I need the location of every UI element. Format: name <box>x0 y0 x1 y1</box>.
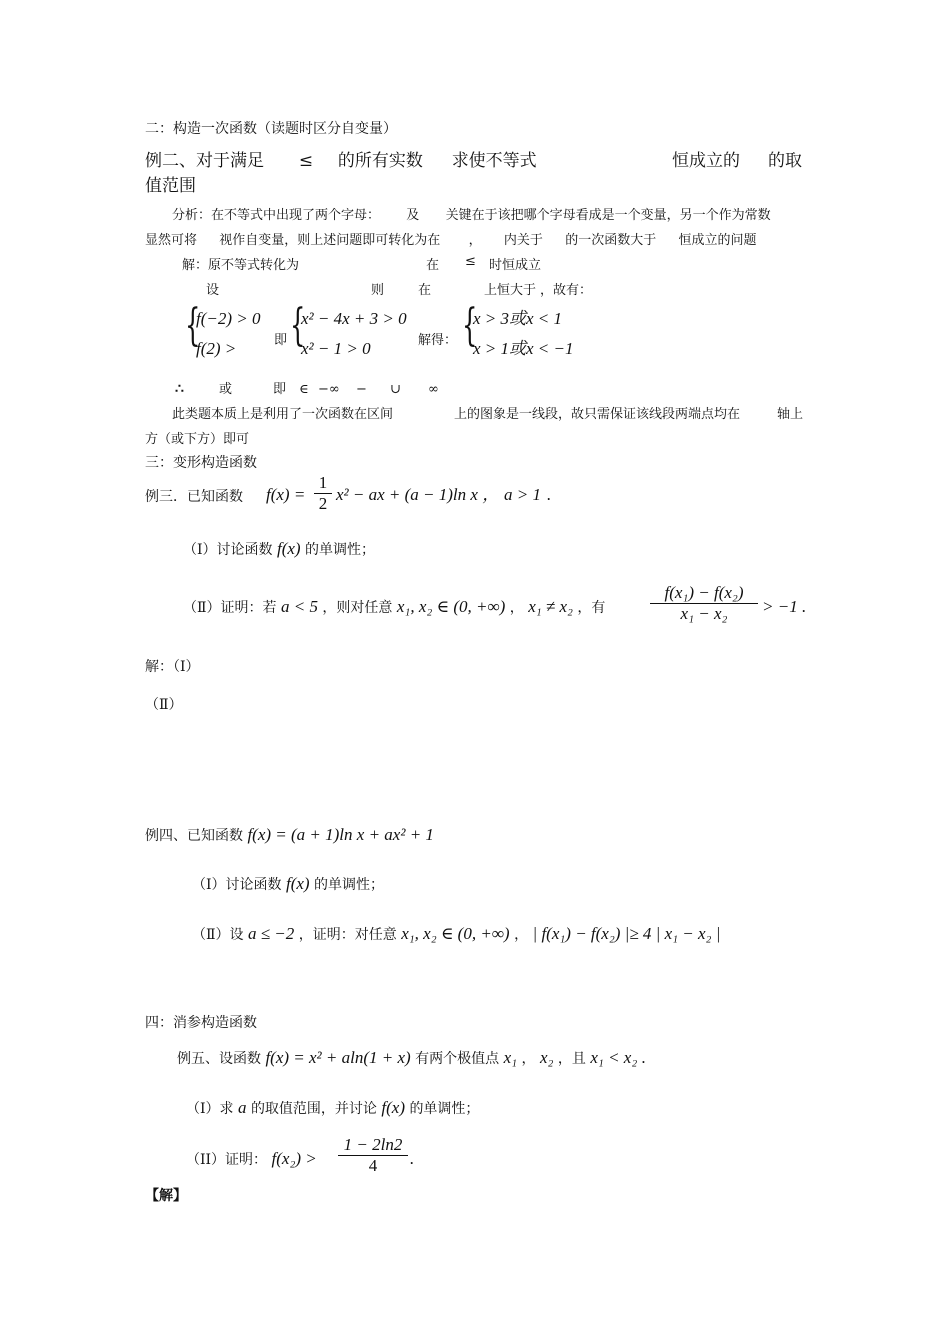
brace-3: { <box>462 300 478 351</box>
solution-leq: ≤ <box>465 254 476 269</box>
set-b: 则 <box>371 283 385 298</box>
ex5-c: ， <box>521 1051 536 1067</box>
solution-a: 解：原不等式转化为 <box>182 258 300 273</box>
system-2-line-1: x² − 4x + 3 > 0 <box>301 309 407 328</box>
analysis-i: 恒成立的问题 <box>678 233 757 248</box>
section-3-heading: 三：变形构造函数 <box>145 455 257 471</box>
analysis-d: 显然可将 <box>145 233 198 248</box>
ex5-part2 <box>186 1150 317 1169</box>
analysis-c: 关键在于该把哪个字母看成是一个变量，另一个作为常数 <box>445 208 771 223</box>
ex5-x1: x₁ <box>503 1048 518 1067</box>
example-3-cond: a > 1 <box>504 485 541 504</box>
ex3-solution-2: （Ⅱ） <box>145 697 183 713</box>
ex4-part1-b: 的单调性； <box>314 877 385 893</box>
ex5-part1-f: f(x) <box>381 1098 405 1117</box>
ex3-part1-b: 的单调性； <box>305 542 376 558</box>
ex2-text-a: 例二、对于满足 <box>145 151 264 171</box>
therefore-ji: 即 <box>273 382 287 397</box>
ex5-part1 <box>186 1099 479 1118</box>
ex4-prefix: 例四、已知函数 <box>145 828 243 844</box>
system-1-line-1: f(−2) > 0 <box>196 309 261 328</box>
therefore-minus: − <box>356 382 367 397</box>
ex4-part2-cond: a ≤ −2 <box>247 924 295 943</box>
ex4-part1 <box>192 875 384 894</box>
ex5-part2-den: 4 <box>338 1155 408 1176</box>
solution-b: 在 <box>426 258 440 273</box>
system-ji: 即 <box>274 333 288 348</box>
ex2-text-b: 的所有实数 <box>337 151 423 171</box>
example-3-rest: x² − ax + (a − 1)ln x ， <box>336 485 500 504</box>
set-c: 在 <box>418 283 432 298</box>
remark-b: 上的图象是一线段，故只需保证该线段两端点均在 <box>454 407 741 422</box>
example-2-line-1 <box>145 150 537 172</box>
ex2-text-d: 恒成立的 <box>672 151 740 171</box>
ex5-part1-c: 的单调性； <box>409 1101 480 1117</box>
ex5-part2-a: （II）证明： <box>186 1152 268 1168</box>
example-3-end: . <box>547 485 552 504</box>
ex3-part2-cond: a < 5 <box>280 597 318 616</box>
set-e: ，故有： <box>540 283 593 298</box>
therefore-cup: ∪ <box>390 382 401 397</box>
ex3-part2-a: （Ⅱ）证明：若 <box>183 600 277 616</box>
system-1-line-2: f(2) > <box>196 339 237 358</box>
section-2-heading: 二：构造一次函数（读题时区分自变量） <box>145 121 397 137</box>
ex3-part2-den: x₁ − x₂ <box>650 603 758 624</box>
ex5-solution: 【解】 <box>145 1188 187 1204</box>
ex5-d: ，且 <box>557 1051 586 1067</box>
ex4-part1-f: f(x) <box>285 874 310 893</box>
ex2-leq: ≤ <box>298 151 314 171</box>
ex2-text-e: 的取 <box>768 151 802 171</box>
ex3-part2-gt: > −1 . <box>762 597 807 616</box>
ex4-part1-a: （Ⅰ）讨论函数 <box>192 877 282 893</box>
ex2-text-f: 值范围 <box>145 176 196 196</box>
ex3-part1 <box>183 540 375 559</box>
ex4-part2-b: ，证明：对任意 <box>298 927 397 943</box>
therefore-or: 或 <box>219 382 233 397</box>
example-3-f: f(x) = <box>266 485 306 504</box>
brace-2: { <box>290 300 306 351</box>
ex5-part2-fraction <box>338 1135 408 1176</box>
system-jiede: 解得： <box>418 333 458 348</box>
therefore-symbol: ∴ <box>175 381 184 397</box>
set-a: 设 <box>206 283 220 298</box>
ex3-part2-fraction <box>650 583 758 624</box>
example-3-prefix: 例三．已知函数 <box>145 489 243 505</box>
ex5-end: . <box>641 1048 646 1067</box>
system-3-line-1: x > 3或x < 1 <box>473 309 563 328</box>
ex3-part2-num: f(x₁) − f(x₂) <box>664 583 744 602</box>
ex3-part2-b: ，则对任意 <box>322 600 393 616</box>
ex4-part2-ineq: | f(x₁) − f(x₂) |≥ 4 | x₁ − x₂ | <box>532 924 721 943</box>
ex2-text-c: 求使不等式 <box>451 151 537 171</box>
system-3-line-2: x > 1或x < −1 <box>473 339 574 358</box>
analysis-line-2 <box>145 232 757 250</box>
ex4-part2-x12: x₁, x₂ ∈ (0, +∞) <box>401 924 510 943</box>
ex3-part2-neq: x₁ ≠ x₂ <box>528 597 573 616</box>
remark-c: 轴上 <box>777 407 804 422</box>
analysis-g: 内关于 <box>503 233 543 248</box>
solution-line <box>182 257 299 275</box>
ex5-formula: f(x) = x² + aln(1 + x) <box>265 1048 411 1067</box>
therefore-inf: ∞ <box>428 382 439 397</box>
system-2-line-2: x² − 1 > 0 <box>301 339 371 358</box>
ex3-part2-c: ， <box>509 600 524 616</box>
set-d: 上恒大于 <box>484 283 537 298</box>
solution-c: 时恒成立 <box>489 258 542 273</box>
therefore-neg-inf: −∞ <box>318 382 340 397</box>
analysis-f: ， <box>468 233 482 248</box>
ex3-part2-d: ，有 <box>577 600 606 616</box>
analysis-a: 分析：在不等式中出现了两个字母： <box>172 208 381 223</box>
analysis-e: 视作自变量，则上述问题即可转化为在 <box>219 233 441 248</box>
ex3-solution-1: 解：（Ⅰ） <box>145 659 200 675</box>
ex5-x2: x₂ <box>539 1048 554 1067</box>
brace-1: { <box>185 300 201 351</box>
analysis-line-1 <box>172 207 771 225</box>
ex3-part1-a: （Ⅰ）讨论函数 <box>183 542 273 558</box>
ex4-part2-a: （Ⅱ）设 <box>192 927 244 943</box>
remark-a: 此类题本质上是利用了一次函数在区间 <box>172 407 394 422</box>
ex5-b: 有两个极值点 <box>415 1051 500 1067</box>
remark-d: 方（或下方）即可 <box>145 432 250 447</box>
ex3-part2-x12: x₁, x₂ ∈ (0, +∞) <box>396 597 506 616</box>
example-3-half-den: 2 <box>314 493 332 514</box>
ex5-part2-end: . <box>410 1149 415 1168</box>
section-4-heading: 四：消参构造函数 <box>145 1015 257 1031</box>
ex5-part1-var: a <box>237 1098 247 1117</box>
ex5-ineq: x₁ < x₂ <box>590 1048 638 1067</box>
example-5 <box>177 1049 646 1068</box>
analysis-h: 的一次函数大于 <box>565 233 657 248</box>
ex5-part1-b: 的取值范围，并讨论 <box>250 1101 377 1117</box>
example-4 <box>145 826 434 845</box>
ex5-part1-a: （I）求 <box>186 1101 234 1117</box>
ex4-formula: f(x) = (a + 1)ln x + ax² + 1 <box>247 825 434 844</box>
ex3-part1-f: f(x) <box>276 539 301 558</box>
ex5-prefix: 例五、设函数 <box>177 1051 261 1067</box>
analysis-b: 及 <box>406 208 420 223</box>
example-3-half <box>314 473 332 514</box>
ex4-part2-c: ， <box>514 927 529 943</box>
therefore-in: ∈ <box>299 382 309 397</box>
example-3-half-num: 1 <box>318 473 328 492</box>
ex3-part2 <box>183 598 605 617</box>
ex4-part2 <box>192 925 720 944</box>
ex5-part2-num: 1 − 2ln2 <box>343 1135 403 1154</box>
ex5-part2-f: f(x₂) > <box>271 1149 317 1168</box>
